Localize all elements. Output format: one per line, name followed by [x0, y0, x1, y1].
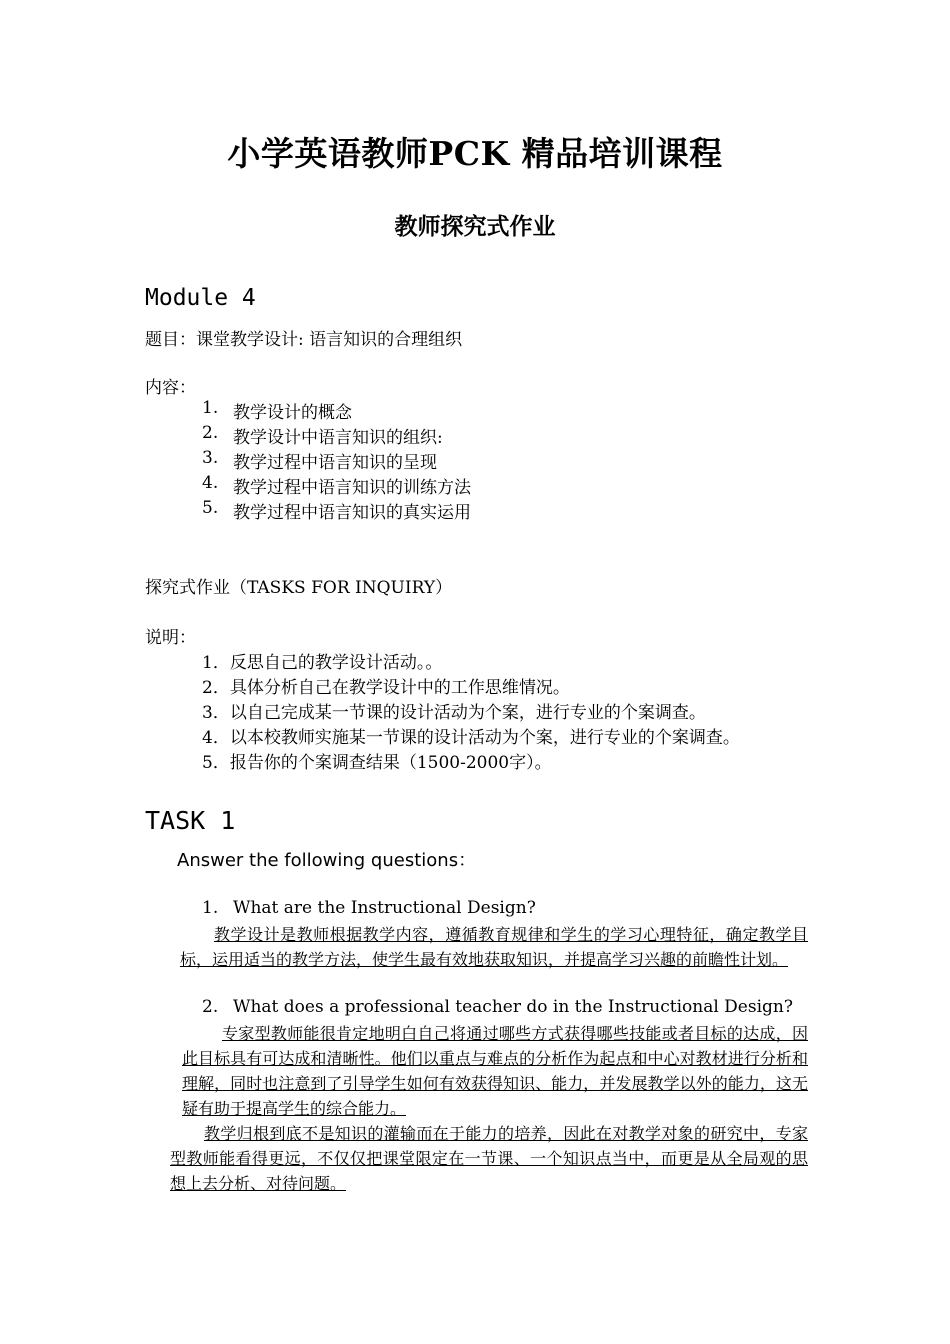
- list-item: 3．以自己完成某一节课的设计活动为个案，进行专业的个案调查。: [202, 703, 706, 723]
- list-item-number: 4.: [202, 473, 219, 493]
- content-label: 内容：: [145, 378, 196, 398]
- list-item-text: 教学过程中语言知识的训练方法: [233, 478, 471, 498]
- list-item: 4．以本校教师实施某一节课的设计活动为个案，进行专业的个案调查。: [202, 728, 740, 748]
- explain-label: 说明：: [145, 628, 196, 648]
- list-item-number: 1.: [202, 398, 219, 418]
- list-item-text: 教学设计的概念: [233, 403, 352, 423]
- list-item-text: 教学设计中语言知识的组织:: [233, 428, 443, 448]
- question-text: What does a professional teacher do in the Instructional Design?: [233, 997, 793, 1017]
- answer-text-extra: 教学归根到底不是知识的灌输而在于能力的培养，因此在对教学对象的研究中，专家型教师能看得更远，不仅仅把课堂限定在一节课、一个知识点当中，而更是从全局观的思想上去分析、对待问题。: [170, 1124, 808, 1193]
- list-item: 5．报告你的个案调查结果（1500-2000字）。: [202, 753, 552, 773]
- list-item-number: 3.: [202, 448, 219, 468]
- page-title: 小学英语教师PCK 精品培训课程: [227, 134, 723, 173]
- topic-line: 题目：课堂教学设计: 语言知识的合理组织: [145, 330, 463, 350]
- question-text: What are the Instructional Design?: [233, 898, 536, 918]
- list-item: 2．具体分析自己在教学设计中的工作思维情况。: [202, 678, 570, 698]
- question-number: 2.: [202, 997, 219, 1017]
- list-item-number: 2.: [202, 423, 219, 443]
- list-item-text: 教学过程中语言知识的呈现: [233, 453, 437, 473]
- answer-text: 教学设计是教师根据教学内容，遵循教育规律和学生的学习心理特征，确定教学目标，运用适当的教学方法，使学生最有效地获取知识，并提高学习兴趣的前瞻性计划。: [180, 925, 808, 969]
- list-item: 1．反思自己的教学设计活动。。: [202, 653, 443, 673]
- module-heading: Module 4: [145, 285, 256, 311]
- inquiry-heading: 探究式作业（TASKS FOR INQUIRY）: [145, 578, 453, 598]
- task-heading: TASK 1: [145, 806, 236, 835]
- answer-text: 专家型教师能很肯定地明白自己将通过哪些方式获得哪些技能或者目标的达成，因此目标具有可达成和清晰性。他们以重点与难点的分析作为起点和中心对教材进行分析和理解，同时也注意到了引导学生如何有效获得知识、能力，并发展教学以外的能力，这无疑有助于提高学生的综合能力。: [182, 1024, 808, 1118]
- page-subtitle: 教师探究式作业: [394, 213, 556, 240]
- question-number: 1.: [202, 898, 219, 918]
- list-item-text: 教学过程中语言知识的真实运用: [233, 503, 471, 523]
- answer-prompt: Answer the following questions：: [177, 850, 477, 871]
- list-item-number: 5.: [202, 498, 219, 518]
